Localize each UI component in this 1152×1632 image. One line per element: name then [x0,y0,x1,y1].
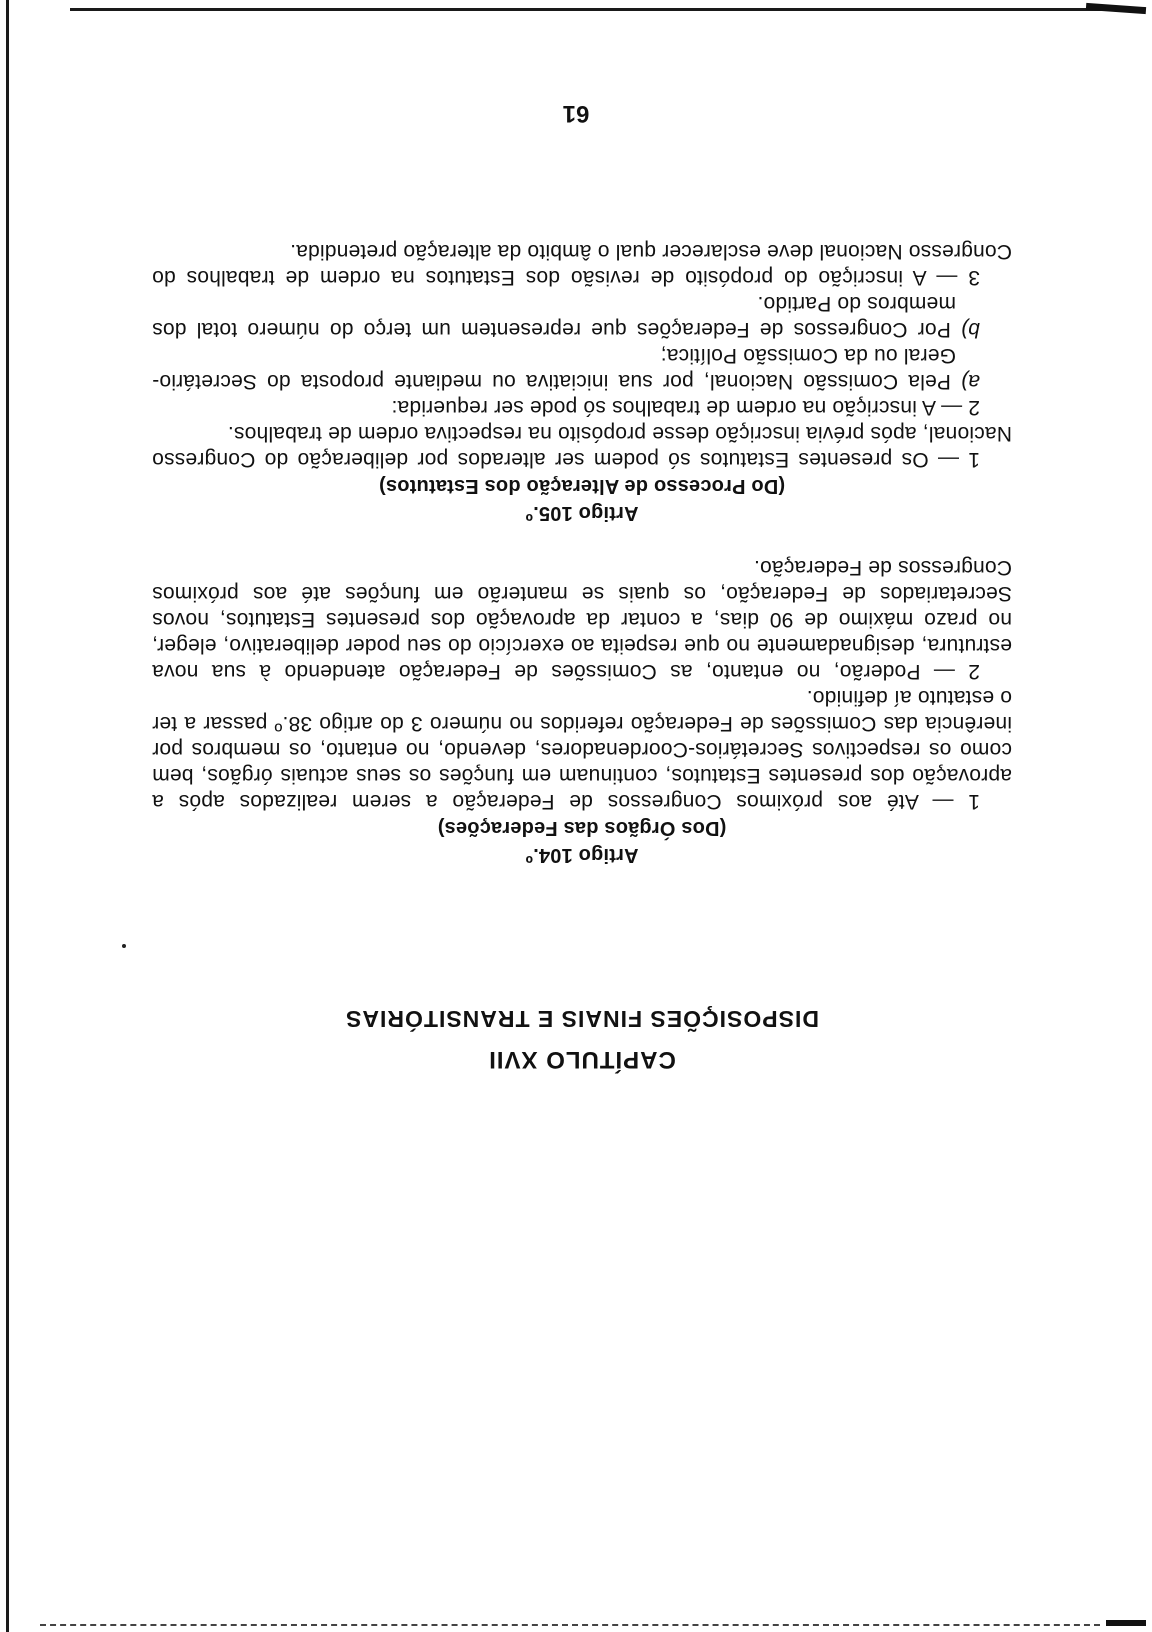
list-item-letter: b) [960,318,980,341]
article-heading: Artigo 105.º [525,502,639,524]
article-paragraph: 1 — Até aos próximos Congressos de Federação a serem realizados após a aprovação dos presentes Estatutos, continuam em funções os seus actuais órgãos, bem como os respectivos Secretários-Coordenadores, devendo, no entanto, os membros por inerência das Comissões de Federação referidos no número 3 do artigo 38.º passar a ter o estatuto aí definido. [152,686,1012,813]
chapter-title: DISPOSIÇÕES FINAIS E TRANSITÓRIAS [345,1006,819,1032]
chapter-number: CAPÍTULO XVII [488,1046,676,1073]
article-subheading: (Do Processo de Alteração dos Estatutos) [378,475,786,497]
article-paragraph: 1 — Os presentes Estatutos só podem ser alterados por deliberação do Congresso Nacional, após prévia inscrição desse propósito na respectiva ordem de trabalhos. [152,422,1012,471]
list-item [152,342,1012,394]
list-item-text: Pela Comissão Nacional, por sua iniciativa ou mediante proposta do Secretário-Geral ou da Comissão Política; [152,344,956,393]
list-item [152,290,1012,342]
article-paragraph: 2 — Poderão, no entanto, as Comissões de Federação atendendo à sua nova estrutura, designadamente no que respeita ao exercício do seu poder deliberativo, eleger, no prazo máximo de 90 dias, a contar da aprovação dos presentes Estatutos, novos Secretariados de Federação, os quais se manterão em funções até aos próximos Congressos de Federação. [152,556,1012,683]
list-item-letter: a) [960,370,980,393]
page-content [152,238,1012,1072]
article-104 [152,554,1012,868]
article-105 [152,238,1012,526]
page-number: 61 [562,100,590,127]
article-paragraph: 2 — A inscrição na ordem de trabalhos só pode ser requerida: [391,396,980,419]
article-subheading: (Dos Órgãos das Federações) [437,817,727,839]
list-item-text: Por Congressos de Federações que representem um terço do número total dos membros do Partido. [152,292,956,341]
article-paragraph: 3 — A inscrição do propósito de revisão dos Estatutos na ordem de trabalhos do Congresso Nacional deve esclarecer qual o âmbito da alteração pretendida. [152,240,1012,289]
article-heading: Artigo 104.º [525,844,639,866]
